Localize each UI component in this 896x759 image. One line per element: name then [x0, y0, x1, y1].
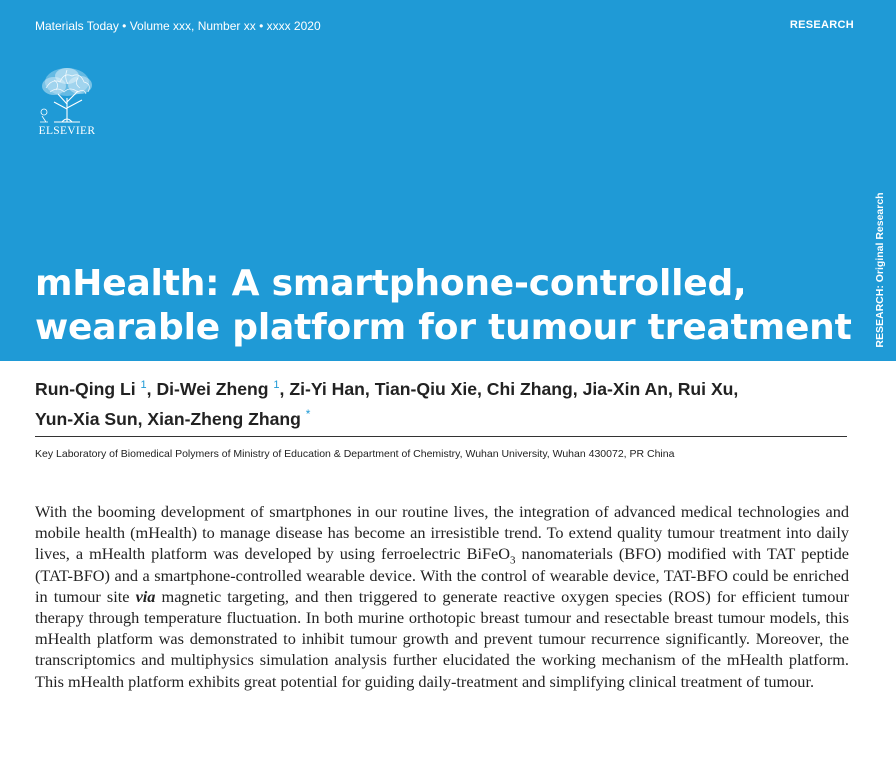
author-list [35, 373, 855, 432]
journal-info: Materials Today • Volume xxx, Number xx • xxxx 2020 [35, 19, 321, 33]
header-banner [0, 0, 896, 361]
subscript: 3 [510, 554, 516, 567]
author-text: , Zi-Yi Han, Tian-Qiu Xie, Chi Zhang, Jia-Xin An, Rui Xu, [279, 378, 739, 399]
author-text: Yun-Xia Sun, Xian-Zheng Zhang [35, 408, 301, 429]
affiliation-mark[interactable]: 1 [273, 379, 280, 391]
author-text: Run-Qing Li [35, 378, 136, 399]
elsevier-logo [34, 64, 100, 140]
affiliation: Key Laboratory of Biomedical Polymers of Ministry of Education & Department of Chemistry, Wuhan University, Wuhan 430072, PR China [35, 448, 675, 460]
abstract-text: nanomaterials (BFO) modified with TAT peptide (TAT-BFO) and a smartphone-controlled wearable device. With the control of wearable device, TAT-BFO could be enriched in tumour site [35, 544, 850, 606]
corresponding-author-mark[interactable]: * [305, 406, 311, 421]
title-line-2: wearable platform for tumour treatment [35, 307, 852, 348]
title-line-1: mHealth: A smartphone-controlled, [35, 263, 747, 304]
abstract-text: With the booming development of smartphones in our routine lives, the integration of advanced medical technologies and mobile health (mHealth) to manage disease has become an irresistible trend. To extend quality tumour treatment into daily lives, a mHealth platform was developed by using ferroelectric BiFeO [35, 502, 849, 564]
abstract [35, 501, 849, 692]
abstract-text: magnetic targeting, and then triggered to generate reactive oxygen species (ROS) for efficient tumour therapy through temperature fluctuation. In both murine orthotopic breast tumour and resectable breast tumour models, this mHealth platform was demonstrated to inhibit tumour growth and prevent tumour recurrence significantly. Moreover, the transcriptomics and multiphysics simulation analysis further elucidated the working mechanism of the mHealth platform. This mHealth platform exhibits great potential for guiding daily-treatment and simplifying clinical treatment of tumour. [35, 586, 849, 691]
italic-via: via [135, 586, 156, 606]
tree-logo-icon [34, 64, 100, 124]
divider [35, 436, 847, 437]
section-label: RESEARCH [789, 19, 854, 31]
side-section-label: RESEARCH: Original Research [874, 192, 886, 348]
affiliation-mark[interactable]: 1 [140, 379, 147, 391]
publisher-name: ELSEVIER [38, 125, 96, 137]
article-title [35, 262, 855, 350]
author-text: , Di-Wei Zheng [146, 378, 269, 399]
